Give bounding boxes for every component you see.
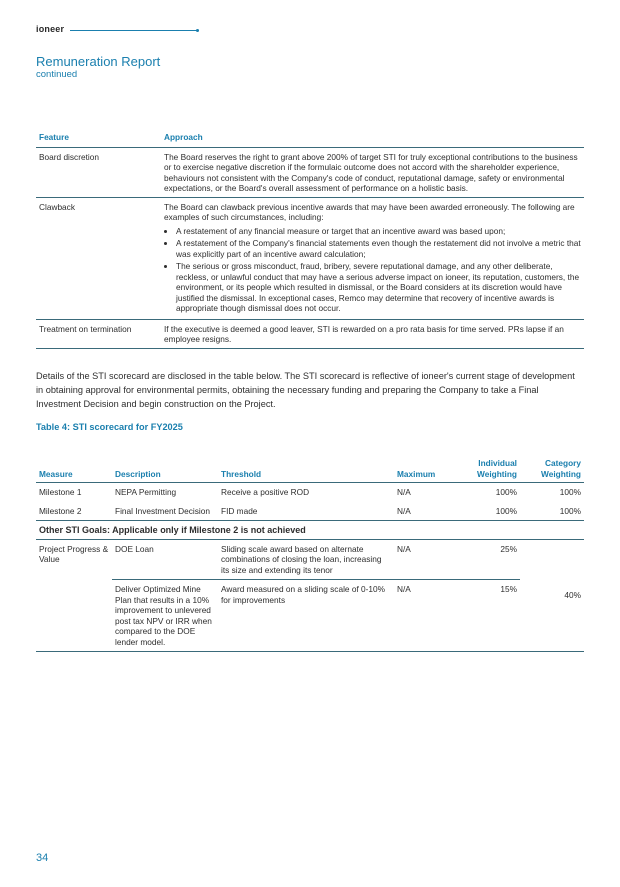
feature-table-header — [36, 130, 584, 147]
clawback-list — [164, 226, 581, 314]
individual-weighting-header: Individual Weighting — [458, 456, 520, 483]
approach-cell: The Board reserves the right to grant above 200% of target STI for truly exceptional contributions to the business or to exercise negative discretion if the formulaic outcome does not accord with the shareholder experience, behaviours not consistent with the Company's code of conduct, reputational damage, safety or environmental expectations, or the Board's overall assessment of performance on a holistic basis. — [161, 147, 584, 197]
feature-header: Feature — [36, 130, 161, 147]
table-row — [36, 580, 584, 652]
description-cell: NEPA Permitting — [115, 487, 177, 497]
feature-cell: Board discretion — [36, 147, 161, 197]
measure-cell: Milestone 1 — [39, 487, 82, 497]
approach-header: Approach — [161, 130, 584, 147]
individual-weighting-cell: 100% — [458, 502, 520, 521]
list-item: • A restatement of the Company's financial statements even though the restatement did not involve a metric that was explicitly part of an incentive award calculation; — [176, 238, 581, 259]
measure-cell: Milestone 2 — [36, 502, 112, 521]
feature-cell: Clawback — [36, 197, 161, 319]
approach-cell — [161, 197, 584, 319]
section-row — [36, 521, 584, 540]
measure-cell: Project Progress & Value — [36, 539, 112, 652]
category-weighting-cell: 100% — [559, 487, 581, 497]
category-weighting-header: Category Weighting — [520, 456, 584, 483]
table-row — [36, 319, 584, 348]
section-label: Other STI Goals: Applicable only if Milestone 2 is not achieved — [36, 521, 584, 540]
brand-name: ioneer — [36, 24, 65, 34]
feature-cell: Treatment on termination — [36, 319, 161, 348]
scorecard-header — [36, 456, 584, 483]
maximum-cell: N/A — [394, 502, 458, 521]
table-row — [36, 502, 584, 521]
threshold-cell: Award measured on a sliding scale of 0-10% for improvements — [218, 580, 394, 652]
threshold-cell: Sliding scale award based on alternate combinations of closing the loan, increasing its size and extending its tenor — [221, 543, 382, 575]
individual-weighting-cell: 100% — [495, 487, 517, 497]
threshold-cell: FID made — [218, 502, 394, 521]
category-weighting-cell: 100% — [520, 502, 584, 521]
table-row — [36, 483, 584, 502]
individual-weighting-cell: 25% — [500, 543, 517, 554]
feature-table — [36, 130, 584, 349]
header-rule — [70, 30, 198, 31]
description-cell: Deliver Optimized Mine Plan that results in a 10% improvement to unlevered post tax NPV or IRR when compared to the DOE lender model. — [112, 580, 218, 652]
table-row — [36, 539, 584, 580]
approach-text: The Board can clawback previous incentive awards that may have been awarded erroneously. The following are examples of such circumstances, including: — [164, 201, 575, 222]
category-weighting-cell: 40% — [520, 539, 584, 652]
threshold-header: Threshold — [218, 456, 394, 483]
description-header: Description — [112, 456, 218, 483]
list-item: • The serious or gross misconduct, fraud, bribery, severe reputational damage, and any other deliberate, reckless, or unlawful conduct that may have a serious adverse impact on ioneer, its reputation, customers, the environment, or its people which resulted in dismissal, or the Board considers at its discretion would have justified the dismissal. In exceptional cases, Remco may determine that recovery of incentive awards is appropriate though dismissal does not occur. — [176, 261, 581, 314]
maximum-cell: N/A — [394, 580, 458, 652]
page-number: 34 — [36, 852, 49, 864]
table-row — [36, 147, 584, 197]
maximum-header: Maximum — [394, 456, 458, 483]
approach-cell: If the executive is deemed a good leaver, STI is rewarded on a pro rata basis for time served. PRs lapse if an employee resigns. — [161, 319, 584, 348]
table-row — [36, 197, 584, 319]
threshold-cell: Receive a positive ROD — [221, 487, 310, 497]
description-cell: Final Investment Decision — [112, 502, 218, 521]
sti-scorecard-table — [36, 456, 584, 652]
maximum-cell: N/A — [397, 487, 411, 497]
maximum-cell: N/A — [397, 543, 411, 554]
page-title: Remuneration Report — [36, 54, 161, 69]
table-title: Table 4: STI scorecard for FY2025 — [36, 422, 183, 432]
measure-header: Measure — [36, 456, 112, 483]
individual-weighting-cell: 15% — [458, 580, 520, 652]
body-paragraph: Details of the STI scorecard are disclosed in the table below. The STI scorecard is reflective of ioneer's current stage of development in obtaining approval for environmental permits, obtaining the necessary funding and preparing the Company to take a Final Investment Decision and begin construction on the Project. — [36, 371, 575, 409]
page-subtitle: continued — [36, 69, 78, 80]
description-cell: DOE Loan — [115, 543, 154, 554]
list-item: • A restatement of any financial measure or target that an incentive award was based upon; — [176, 226, 581, 237]
header-rule-dot — [196, 29, 199, 32]
